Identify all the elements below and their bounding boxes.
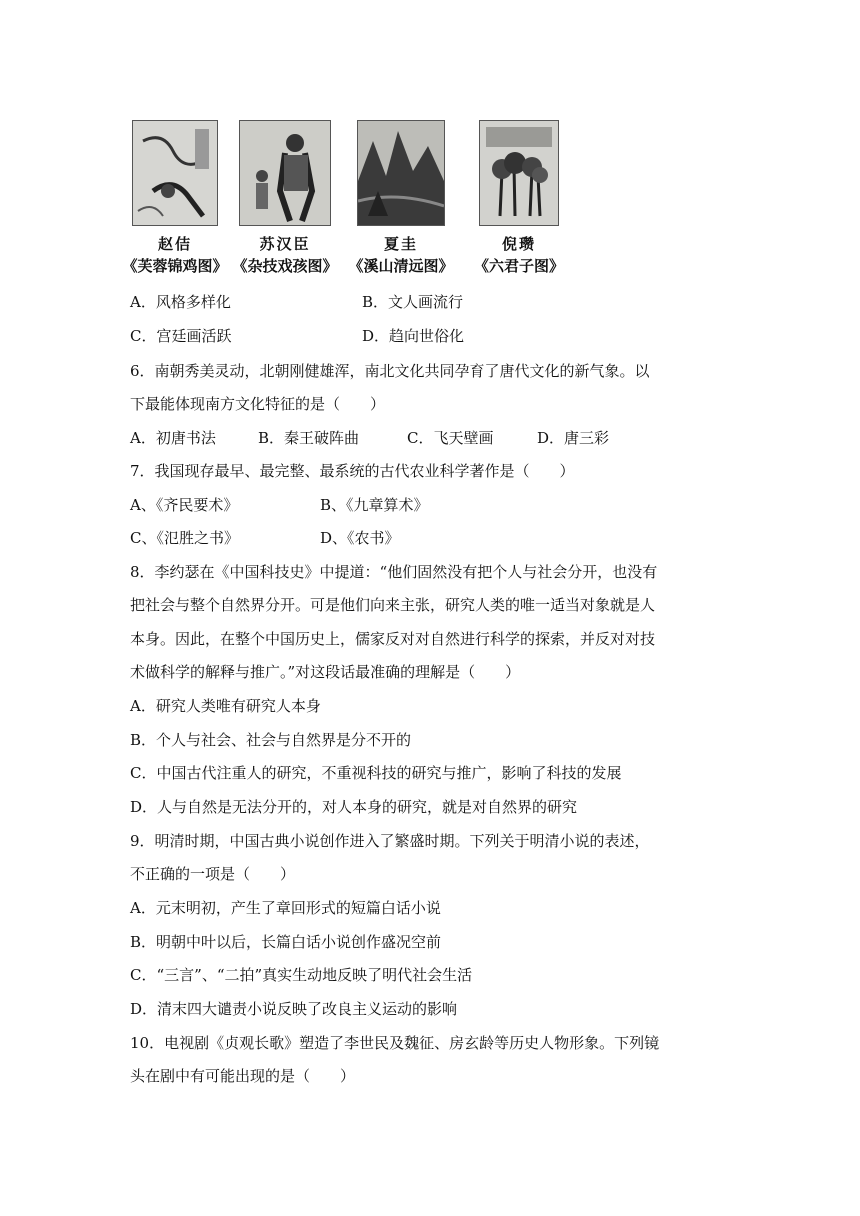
q6-option-b[interactable]: B．秦王破阵曲 (258, 429, 360, 447)
q10-stem-line2: 头在剧中有可能出现的是（ ） (130, 1067, 356, 1085)
q6-option-c[interactable]: C．飞天壁画 (407, 429, 494, 447)
q9-stem-line2: 不正确的一项是（ ） (130, 865, 296, 883)
q8-stem-line1: 8．李约瑟在《中国科技史》中提道：“他们固然没有把个人与社会分开，也没有 (130, 563, 658, 581)
figure-liu-junzi (464, 120, 574, 276)
figure-xishan-qingyuan (346, 120, 456, 276)
q5-option-b[interactable]: B．文人画流行 (362, 293, 464, 311)
q9-option-c[interactable]: C．“三言”、“二拍”真实生动地反映了明代社会生活 (130, 966, 473, 984)
figure-title: 《溪山清远图》 (348, 257, 454, 275)
q5-option-c[interactable]: C．宫廷画活跃 (130, 327, 232, 345)
q9-stem-line1: 9．明清时期，中国古典小说创作进入了繁盛时期。下列关于明清小说的表述， (130, 832, 650, 850)
figure-title: 《芙蓉锦鸡图》 (122, 257, 228, 275)
q9-option-b[interactable]: B．明朝中叶以后，长篇白话小说创作盛况空前 (130, 933, 442, 951)
q8-option-a[interactable]: A．研究人类唯有研究人本身 (130, 697, 321, 715)
painting-figures (120, 120, 590, 280)
q9-option-a[interactable]: A．元末明初，产生了章回形式的短篇白话小说 (130, 899, 441, 917)
q7-option-b[interactable]: B、《九章算术》 (320, 496, 429, 514)
q7-option-c[interactable]: C、《氾胜之书》 (130, 529, 239, 547)
figure-furong-jinji (120, 120, 230, 276)
figure-title: 《杂技戏孩图》 (232, 257, 338, 275)
q9-option-d[interactable]: D．清末四大谴责小说反映了改良主义运动的影响 (130, 1000, 458, 1018)
figure-artist: 赵佶 (157, 235, 192, 253)
q7-option-a[interactable]: A、《齐民要术》 (130, 496, 239, 514)
figure-title: 《六君子图》 (473, 257, 564, 275)
figure-zaji-xihai (230, 120, 340, 276)
q8-stem-line3: 本身。因此，在整个中国历史上，儒家反对对自然进行科学的探索，并反对对技 (130, 630, 656, 648)
painting-image (357, 120, 445, 226)
q8-stem-line2: 把社会与整个自然界分开。可是他们向来主张，研究人类的唯一适当对象就是人 (130, 596, 656, 614)
q6-stem-line1: 6．南朝秀美灵动，北朝刚健雄浑，南北文化共同孕育了唐代文化的新气象。以 (130, 362, 650, 380)
q8-option-c[interactable]: C．中国古代注重人的研究，不重视科技的研究与推广，影响了科技的发展 (130, 764, 622, 782)
q8-stem-line4: 术做科学的解释与推广。”对这段话最准确的理解是（ ） (130, 663, 521, 681)
figure-artist: 苏汉臣 (259, 235, 311, 253)
q8-option-d[interactable]: D．人与自然是无法分开的，对人本身的研究，就是对自然界的研究 (130, 798, 578, 816)
q6-option-a[interactable]: A．初唐书法 (130, 429, 216, 447)
q6-option-d[interactable]: D．唐三彩 (537, 429, 610, 447)
painting-image (479, 120, 559, 226)
figure-artist: 倪瓒 (501, 235, 536, 253)
q7-stem-line1: 7．我国现存最早、最完整、最系统的古代农业科学著作是（ ） (130, 462, 575, 480)
q8-option-b[interactable]: B．个人与社会、社会与自然界是分不开的 (130, 731, 412, 749)
painting-image (132, 120, 218, 226)
painting-image (239, 120, 331, 226)
q10-stem-line1: 10．电视剧《贞观长歌》塑造了李世民及魏征、房玄龄等历史人物形象。下列镜 (130, 1034, 660, 1052)
q5-option-d[interactable]: D．趋向世俗化 (362, 327, 465, 345)
q5-option-a[interactable]: A．风格多样化 (130, 293, 231, 311)
figure-artist: 夏圭 (383, 235, 418, 253)
q6-stem-line2: 下最能体现南方文化特征的是（ ） (130, 395, 386, 413)
q7-option-d[interactable]: D、《农书》 (320, 529, 400, 547)
